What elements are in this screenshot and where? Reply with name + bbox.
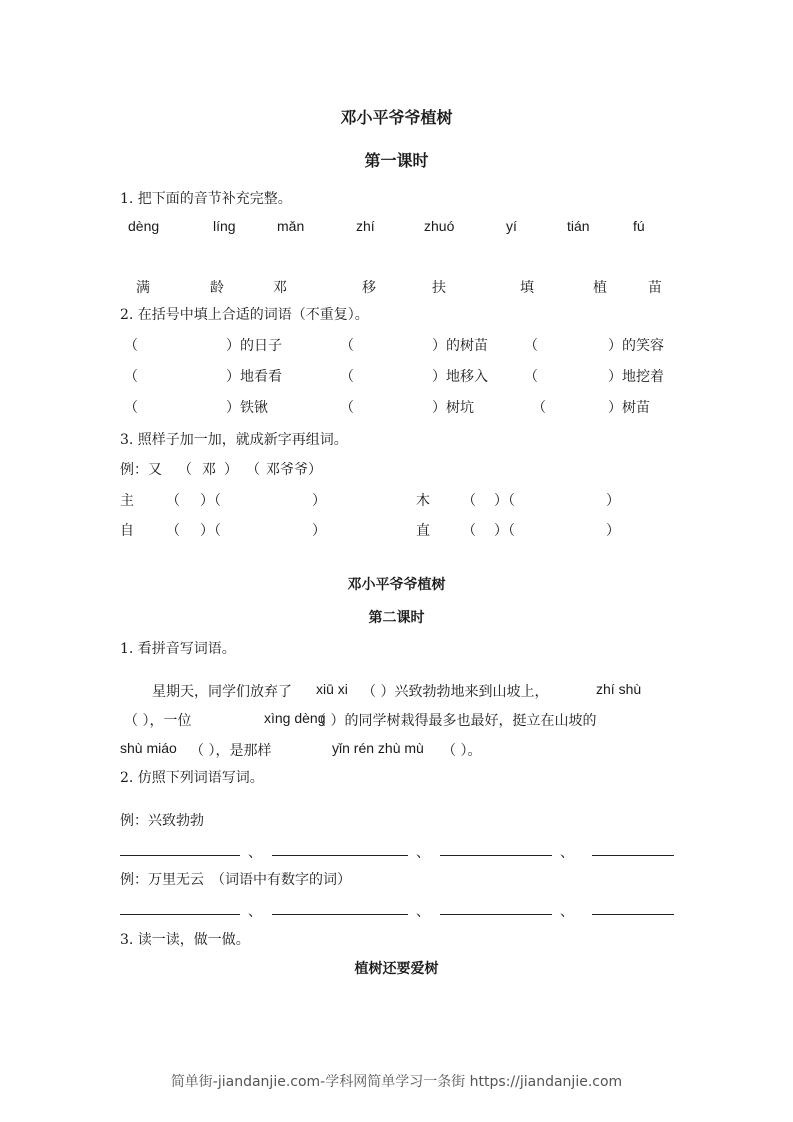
char-item: 苗 (648, 280, 662, 296)
reading-title: 植树还要爱树 (354, 961, 439, 977)
blank-open: （ (340, 338, 354, 354)
paragraph-text: （ ），是那样 (190, 743, 272, 759)
paren: （ (166, 493, 180, 509)
blank-open: （ (124, 400, 138, 416)
paren: ）（ (494, 493, 515, 509)
paragraph-pinyin: yǐn rén zhù mù (332, 740, 424, 756)
answer-line[interactable] (440, 914, 552, 915)
blank-open: （ (532, 400, 546, 416)
answer-line[interactable] (592, 855, 674, 856)
paren: （ (166, 523, 180, 539)
question-1: 1. 把下面的音节补充完整。 (120, 191, 292, 207)
paren: （ (462, 493, 476, 509)
blank-open: （ (524, 369, 538, 385)
base-char: 直 (416, 523, 430, 539)
blank-phrase: ）的笑容 (608, 338, 664, 354)
char-item: 移 (362, 280, 376, 296)
paren: ） (606, 493, 620, 509)
char-item: 扶 (432, 280, 446, 296)
paragraph-text: 星期天，同学们放弃了 (152, 684, 292, 700)
blank-phrase: ）铁锹 (226, 400, 268, 416)
paren: ） (224, 462, 238, 478)
blank-phrase: ）的树苗 (432, 338, 488, 354)
paragraph-pinyin: xiū xi (316, 681, 348, 697)
blank-open: （ (124, 338, 138, 354)
paren: ） (312, 493, 326, 509)
base-char: 主 (120, 493, 134, 509)
blank-open: （ (340, 400, 354, 416)
pinyin-item: zhuó (424, 218, 455, 234)
blank-phrase: ）树苗 (608, 400, 650, 416)
answer-line[interactable] (592, 914, 674, 915)
char-item: 满 (136, 280, 150, 296)
separator: 、 (248, 904, 262, 920)
char-item: 龄 (210, 280, 224, 296)
pinyin-item: mǎn (277, 218, 305, 234)
lesson2-title: 邓小平爷爷植树 (347, 577, 446, 593)
example-word: 邓爷爷） (266, 462, 322, 478)
base-char: 自 (120, 523, 134, 539)
paren: （ (178, 462, 192, 478)
blank-open: （ (340, 369, 354, 385)
blank-phrase: ）的日子 (226, 338, 282, 354)
example-label: 例：又 (120, 462, 162, 478)
blank-phrase: ）地挖着 (608, 369, 664, 385)
question-2: 2. 仿照下列词语写词。 (120, 770, 264, 786)
pinyin-item: líng (213, 218, 236, 234)
paragraph-text: （ ）。 (442, 743, 482, 759)
separator: 、 (416, 904, 430, 920)
pinyin-item: tián (567, 218, 590, 234)
char-item: 填 (520, 280, 534, 296)
blank-open: （ (124, 369, 138, 385)
paren: ）（ (200, 493, 221, 509)
paren: （ (246, 462, 260, 478)
lesson1-subtitle: 第一课时 (364, 151, 429, 170)
answer-line[interactable] (272, 914, 408, 915)
pinyin-item: dèng (128, 218, 160, 234)
paren: ） (312, 523, 326, 539)
blank-phrase: ）地看看 (226, 369, 282, 385)
paragraph-pinyin: xìng dèng (264, 710, 326, 726)
separator: 、 (248, 845, 262, 861)
question-1: 1. 看拼音写词语。 (120, 641, 236, 657)
answer-line[interactable] (120, 914, 240, 915)
paragraph-pinyin: shù miáo (120, 740, 177, 756)
separator: 、 (560, 904, 574, 920)
footer-text: 简单街-jiandanjie.com-学科网简单学习一条街 https://jiandanjie.com (170, 1074, 623, 1090)
pinyin-item: fú (633, 218, 645, 234)
blank-phrase: ）地移入 (432, 369, 488, 385)
blank-phrase: ）树坑 (432, 400, 474, 416)
paragraph-text: （ ），一位 (124, 713, 192, 729)
question-2: 2. 在括号中填上合适的词语（不重复）。 (120, 307, 369, 323)
example-char: 邓 (202, 462, 216, 478)
paragraph-pinyin: zhí shù (596, 681, 642, 697)
separator: 、 (560, 845, 574, 861)
pinyin-item: zhí (356, 218, 375, 234)
base-char: 木 (416, 493, 430, 509)
answer-line[interactable] (120, 855, 240, 856)
example-1: 例：兴致勃勃 (120, 813, 204, 829)
paren: （ (462, 523, 476, 539)
paren: ）（ (200, 523, 221, 539)
question-3: 3. 读一读，做一做。 (120, 932, 250, 948)
paren: ）（ (494, 523, 515, 539)
char-item: 邓 (273, 280, 287, 296)
example-2: 例：万里无云 （词语中有数字的词） (120, 872, 351, 888)
answer-line[interactable] (440, 855, 552, 856)
answer-line[interactable] (272, 855, 408, 856)
char-item: 植 (593, 280, 607, 296)
pinyin-item: yí (506, 218, 517, 234)
paragraph-text: （ ）兴致勃勃地来到山坡上， (362, 684, 549, 700)
question-3: 3. 照样子加一加，就成新字再组词。 (120, 432, 348, 448)
blank-open: （ (524, 338, 538, 354)
paragraph-text: （ ）的同学树栽得最多也最好，挺立在山坡的 (312, 713, 597, 729)
lesson2-subtitle: 第二课时 (368, 610, 425, 626)
separator: 、 (416, 845, 430, 861)
lesson1-title: 邓小平爷爷植树 (340, 108, 453, 127)
paren: ） (606, 523, 620, 539)
